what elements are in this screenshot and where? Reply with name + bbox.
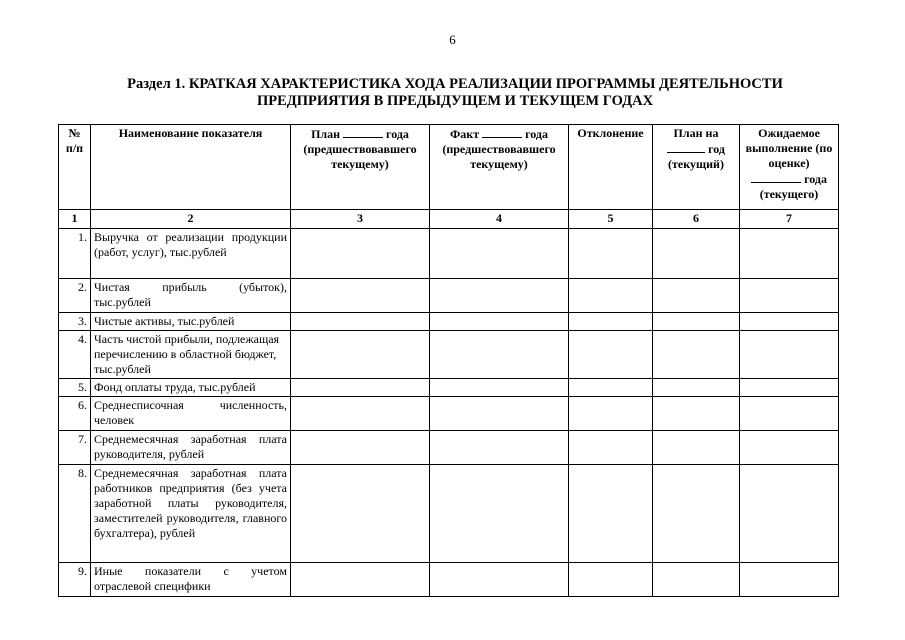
expected-cell[interactable] xyxy=(740,379,839,397)
header-fact-label: Факт xyxy=(450,127,480,141)
row-number: 8. xyxy=(59,465,91,563)
plan-current-cell[interactable] xyxy=(653,229,740,279)
deviation-cell[interactable] xyxy=(569,431,653,465)
plan-current-cell[interactable] xyxy=(653,563,740,597)
indicator-name: Часть чистой прибыли, подлежащая перечислению в областной бюджет, тыс.рублей xyxy=(91,331,291,379)
section-title xyxy=(40,76,870,110)
table-row xyxy=(59,379,839,397)
column-number: 3 xyxy=(291,210,430,229)
expected-cell[interactable] xyxy=(740,229,839,279)
column-number: 1 xyxy=(59,210,91,229)
row-number: 5. xyxy=(59,379,91,397)
row-number: 9. xyxy=(59,563,91,597)
indicator-name: Выручка от реализации продукции (работ, услуг), тыс.рублей xyxy=(91,229,291,279)
fact-previous-cell[interactable] xyxy=(430,465,569,563)
fact-previous-cell[interactable] xyxy=(430,397,569,431)
deviation-cell[interactable] xyxy=(569,313,653,331)
fact-previous-cell[interactable] xyxy=(430,379,569,397)
plan-current-cell[interactable] xyxy=(653,397,740,431)
plan-previous-cell[interactable] xyxy=(291,279,430,313)
expected-cell[interactable] xyxy=(740,397,839,431)
indicator-name: Среднесписочная численность, человек xyxy=(91,397,291,431)
header-plan-note: (предшествовавшего текущему) xyxy=(303,142,417,171)
header-plan-previous xyxy=(291,125,430,210)
program-report-table xyxy=(58,124,839,597)
table-row xyxy=(59,279,839,313)
column-number: 4 xyxy=(430,210,569,229)
fact-previous-cell[interactable] xyxy=(430,279,569,313)
column-number-row xyxy=(59,210,839,229)
column-number: 7 xyxy=(740,210,839,229)
plan-previous-cell[interactable] xyxy=(291,313,430,331)
header-deviation: Отклонение xyxy=(569,125,653,210)
header-expected xyxy=(740,125,839,210)
fact-previous-cell[interactable] xyxy=(430,229,569,279)
column-number: 6 xyxy=(653,210,740,229)
table-row xyxy=(59,331,839,379)
plan-current-cell[interactable] xyxy=(653,465,740,563)
header-plan-year: года xyxy=(386,127,409,141)
header-indicator-name: Наименование показателя xyxy=(91,125,291,210)
fact-previous-cell[interactable] xyxy=(430,563,569,597)
expected-cell[interactable] xyxy=(740,563,839,597)
indicator-name: Среднемесячная заработная плата работников предприятия (без учета заработной платы руководителя, заместителей руководителя, главного бухгалтера), рублей xyxy=(91,465,291,563)
header-plan-current xyxy=(653,125,740,210)
plan-previous-cell[interactable] xyxy=(291,397,430,431)
header-plan-label: План xyxy=(311,127,341,141)
plan-previous-cell[interactable] xyxy=(291,331,430,379)
indicator-name: Иные показатели с учетом отраслевой специфики xyxy=(91,563,291,597)
indicator-name: Чистая прибыль (убыток), тыс.рублей xyxy=(91,279,291,313)
plan-previous-cell[interactable] xyxy=(291,379,430,397)
plan-current-cell[interactable] xyxy=(653,431,740,465)
header-expected-year: года xyxy=(804,172,827,186)
expected-cell[interactable] xyxy=(740,279,839,313)
header-expected-note: (текущего) xyxy=(759,187,819,201)
deviation-cell[interactable] xyxy=(569,279,653,313)
indicator-name: Среднемесячная заработная плата руководителя, рублей xyxy=(91,431,291,465)
fact-previous-cell[interactable] xyxy=(430,431,569,465)
column-number: 2 xyxy=(91,210,291,229)
header-row xyxy=(59,125,839,210)
indicator-name: Фонд оплаты труда, тыс.рублей xyxy=(91,379,291,397)
expected-cell[interactable] xyxy=(740,431,839,465)
plan-current-cell[interactable] xyxy=(653,379,740,397)
page-number: 6 xyxy=(449,32,456,47)
section-title-line-1: Раздел 1. КРАТКАЯ ХАРАКТЕРИСТИКА ХОДА РЕАЛИЗАЦИИ ПРОГРАММЫ ДЕЯТЕЛЬНОСТИ xyxy=(127,76,783,92)
header-plan-current-note: (текущий) xyxy=(668,157,724,171)
column-number: 5 xyxy=(569,210,653,229)
header-plan-current-label: План на xyxy=(673,126,719,140)
year-blank xyxy=(482,126,522,138)
fact-previous-cell[interactable] xyxy=(430,331,569,379)
deviation-cell[interactable] xyxy=(569,397,653,431)
deviation-cell[interactable] xyxy=(569,379,653,397)
deviation-cell[interactable] xyxy=(569,563,653,597)
year-blank xyxy=(751,171,801,183)
row-number: 3. xyxy=(59,313,91,331)
row-number: 7. xyxy=(59,431,91,465)
plan-previous-cell[interactable] xyxy=(291,563,430,597)
plan-current-cell[interactable] xyxy=(653,279,740,313)
header-expected-label: Ожидаемое выполнение (по оценке) xyxy=(745,126,833,170)
fact-previous-cell[interactable] xyxy=(430,313,569,331)
table-row xyxy=(59,313,839,331)
year-blank xyxy=(667,141,705,153)
plan-previous-cell[interactable] xyxy=(291,465,430,563)
table-row xyxy=(59,397,839,431)
table-row xyxy=(59,465,839,563)
table-row xyxy=(59,431,839,465)
header-fact-note: (предшествовавшего текущему) xyxy=(442,142,556,171)
row-number: 2. xyxy=(59,279,91,313)
expected-cell[interactable] xyxy=(740,465,839,563)
plan-previous-cell[interactable] xyxy=(291,229,430,279)
header-fact-year: года xyxy=(525,127,548,141)
header-fact-previous xyxy=(430,125,569,210)
table-row xyxy=(59,563,839,597)
expected-cell[interactable] xyxy=(740,331,839,379)
deviation-cell[interactable] xyxy=(569,465,653,563)
deviation-cell[interactable] xyxy=(569,229,653,279)
row-number: 4. xyxy=(59,331,91,379)
table-row xyxy=(59,229,839,279)
indicator-name: Чистые активы, тыс.рублей xyxy=(91,313,291,331)
plan-current-cell[interactable] xyxy=(653,313,740,331)
year-blank xyxy=(343,126,383,138)
header-row-number: № п/п xyxy=(59,125,91,210)
row-number: 6. xyxy=(59,397,91,431)
deviation-cell[interactable] xyxy=(569,331,653,379)
plan-current-cell[interactable] xyxy=(653,331,740,379)
expected-cell[interactable] xyxy=(740,313,839,331)
plan-previous-cell[interactable] xyxy=(291,431,430,465)
row-number: 1. xyxy=(59,229,91,279)
header-plan-current-year: год xyxy=(708,142,725,156)
section-title-line-2: ПРЕДПРИЯТИЯ В ПРЕДЫДУЩЕМ И ТЕКУЩЕМ ГОДАХ xyxy=(256,93,654,109)
